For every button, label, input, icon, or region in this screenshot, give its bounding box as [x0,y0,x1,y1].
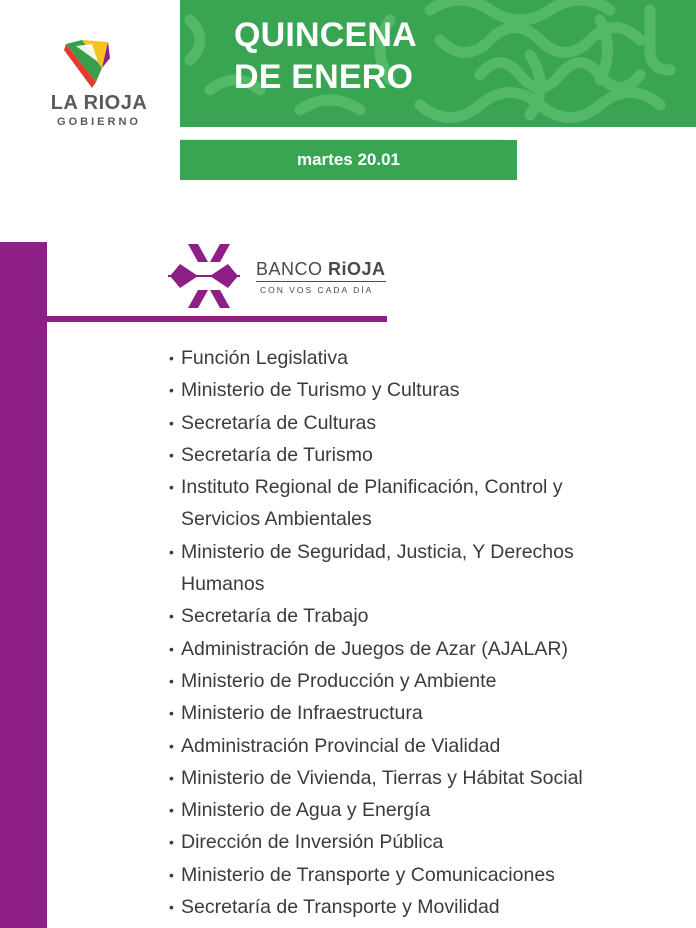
gov-logo [20,38,160,138]
page-title [234,14,417,98]
list-item [168,407,688,439]
list-item-text: Ministerio de Seguridad, Justicia, Y Derechos [181,540,574,563]
bullet-icon: • [169,737,174,754]
bank-tagline: CON VOS CADA DÍA [260,285,374,295]
date-bar [180,140,517,180]
list-item [168,762,688,794]
list-item [168,794,688,826]
purple-side-bar [0,242,47,928]
list-item [168,536,688,601]
banco-rioja-icon [168,242,240,310]
list-item [168,471,688,536]
title-line-2: DE ENERO [234,58,414,96]
bullet-icon: • [169,446,174,463]
bullet-icon: • [169,866,174,883]
list-item-text: Ministerio de Transporte y Comunicaciones [181,863,555,886]
bullet-icon: • [169,543,174,560]
list-item-text: Función Legislativa [181,347,348,369]
bullet-icon: • [169,640,174,657]
list-item [168,859,688,891]
bullet-icon: • [169,705,174,722]
bullet-icon: • [169,834,174,851]
list-item-text: Instituto Regional de Planificación, Control y [181,476,563,499]
list-item [168,633,688,665]
list-item-text: Dirección de Inversión Pública [181,831,444,854]
list-item [168,697,688,729]
bank-name-bold: RiOJA [328,259,386,279]
bullet-icon: • [169,802,174,819]
bank-name-light: BANCO [256,259,329,279]
banner-divider [180,127,503,140]
la-rioja-emblem-icon [62,38,118,90]
list-item [168,439,688,471]
bullet-icon: • [169,672,174,689]
title-line-1: QUINCENA [234,16,417,54]
list-item-text: Ministerio de Infraestructura [181,702,423,725]
list-item-text: Ministerio de Turismo y Culturas [181,379,460,402]
list-item [168,826,688,858]
list-item [168,342,688,374]
gov-subtitle: GOBIERNO [57,116,141,128]
list-item-text: Administración de Juegos de Azar (AJALAR) [181,637,568,660]
bullet-icon: • [169,608,174,625]
list-item [168,730,688,762]
list-item-text: Ministerio de Agua y Energía [181,799,431,822]
list-item [168,374,688,406]
list-item-text: Secretaría de Trabajo [181,605,369,628]
gov-name: LA RIOJA [50,92,148,114]
list-item-text: Secretaría de Culturas [181,411,377,434]
header-banner [180,0,696,127]
date-label: martes 20.01 [296,150,401,169]
bullet-icon: • [169,414,174,431]
list-item-text: Secretaría de Transporte y Movilidad [181,896,500,919]
bank-divider [256,281,386,282]
bullet-icon: • [169,769,174,786]
bullet-icon: • [169,479,174,496]
list-item-text: Administración Provincial de Vialidad [181,734,501,757]
purple-divider [47,316,387,322]
bank-name [256,259,386,280]
list-item-text: Secretaría de Turismo [181,443,373,466]
bullet-icon: • [169,350,174,366]
list-item [168,891,688,923]
list-item [168,600,688,632]
list-item [168,665,688,697]
bullet-icon: • [169,382,174,399]
list-item-text-continued: Servicios Ambientales [181,508,372,531]
list-item-text-continued: Humanos [181,573,265,596]
organization-list [168,342,688,923]
list-item-text: Ministerio de Vivienda, Tierras y Hábitat Social [181,766,583,789]
list-item-text: Ministerio de Producción y Ambiente [181,669,497,692]
bullet-icon: • [169,899,174,916]
